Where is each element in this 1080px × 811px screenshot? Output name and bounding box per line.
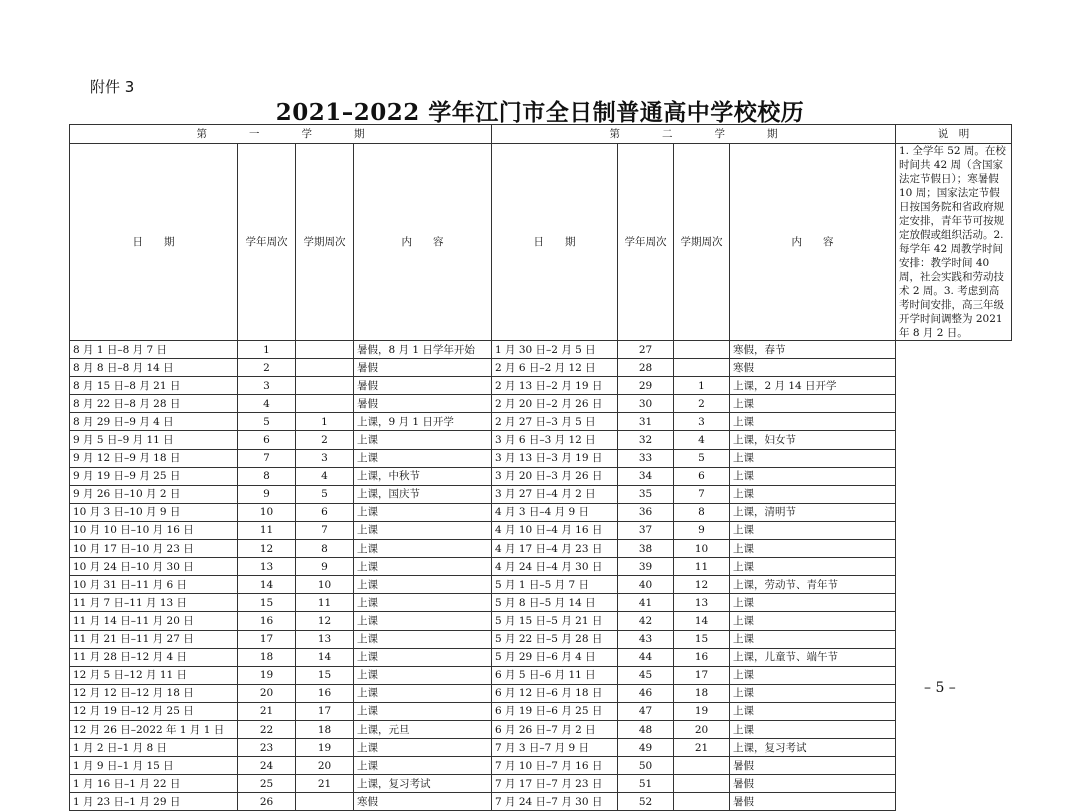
cell-y2: 27 xyxy=(618,341,674,359)
cell-c2: 暑假 xyxy=(730,775,896,793)
cell-t2 xyxy=(674,793,730,811)
cell-y2: 38 xyxy=(618,540,674,558)
cell-t1: 15 xyxy=(296,666,354,684)
cell-c2: 上课 xyxy=(730,521,896,539)
cell-y2: 37 xyxy=(618,521,674,539)
table-row xyxy=(70,720,1012,738)
cell-c1: 暑假 xyxy=(354,359,492,377)
cell-d2: 1 月 30 日–2 月 5 日 xyxy=(492,341,618,359)
table-row xyxy=(70,467,1012,485)
cell-y1: 18 xyxy=(238,648,296,666)
cell-t2 xyxy=(674,775,730,793)
attachment-label: 附件 3 xyxy=(90,78,135,96)
table-row xyxy=(70,775,1012,793)
cell-d1: 11 月 28 日–12 月 4 日 xyxy=(70,648,238,666)
cell-t2: 18 xyxy=(674,684,730,702)
cell-t2 xyxy=(674,757,730,775)
cell-c1: 上课 xyxy=(354,558,492,576)
cell-y2: 40 xyxy=(618,576,674,594)
cell-d2: 4 月 24 日–4 月 30 日 xyxy=(492,558,618,576)
cell-d2: 5 月 22 日–5 月 28 日 xyxy=(492,630,618,648)
cell-y2: 49 xyxy=(618,739,674,757)
cell-t1: 18 xyxy=(296,720,354,738)
semester-2-header: 第 二 学 期 xyxy=(492,125,896,144)
cell-t1: 10 xyxy=(296,576,354,594)
cell-t2: 4 xyxy=(674,431,730,449)
cell-c2: 上课 xyxy=(730,485,896,503)
cell-d1: 9 月 19 日–9 月 25 日 xyxy=(70,467,238,485)
cell-c1: 上课 xyxy=(354,540,492,558)
cell-t2: 15 xyxy=(674,630,730,648)
cell-c2: 暑假 xyxy=(730,757,896,775)
cell-t1 xyxy=(296,395,354,413)
cell-c1: 上课，9 月 1 日开学 xyxy=(354,413,492,431)
cell-y1: 11 xyxy=(238,521,296,539)
cell-c1: 上课 xyxy=(354,739,492,757)
cell-c1: 上课，复习考试 xyxy=(354,775,492,793)
cell-t2: 8 xyxy=(674,503,730,521)
table-row xyxy=(70,341,1012,359)
cell-c2: 上课 xyxy=(730,720,896,738)
table-row xyxy=(70,359,1012,377)
cell-t2: 11 xyxy=(674,558,730,576)
cell-y1: 3 xyxy=(238,377,296,395)
table-row xyxy=(70,521,1012,539)
cell-t2: 7 xyxy=(674,485,730,503)
cell-y1: 12 xyxy=(238,540,296,558)
cell-c1: 暑假，8 月 1 日学年开始 xyxy=(354,341,492,359)
cell-c1: 上课 xyxy=(354,521,492,539)
cell-y2: 50 xyxy=(618,757,674,775)
cell-y1: 13 xyxy=(238,558,296,576)
cell-y2: 46 xyxy=(618,684,674,702)
cell-d2: 6 月 5 日–6 月 11 日 xyxy=(492,666,618,684)
cell-c2: 上课，妇女节 xyxy=(730,431,896,449)
cell-d2: 5 月 8 日–5 月 14 日 xyxy=(492,594,618,612)
cell-c2: 上课 xyxy=(730,467,896,485)
cell-t1: 12 xyxy=(296,612,354,630)
cell-c2: 上课 xyxy=(730,395,896,413)
cell-y1: 24 xyxy=(238,757,296,775)
cell-c2: 上课 xyxy=(730,612,896,630)
cell-y1: 20 xyxy=(238,684,296,702)
cell-t1: 9 xyxy=(296,558,354,576)
cell-t2: 14 xyxy=(674,612,730,630)
cell-y1: 17 xyxy=(238,630,296,648)
cell-t1: 7 xyxy=(296,521,354,539)
cell-c2: 上课，儿童节、端午节 xyxy=(730,648,896,666)
cell-t2: 13 xyxy=(674,594,730,612)
cell-c2: 寒假，春节 xyxy=(730,341,896,359)
school-calendar-table xyxy=(69,124,1012,811)
cell-c2: 上课 xyxy=(730,558,896,576)
cell-d2: 5 月 1 日–5 月 7 日 xyxy=(492,576,618,594)
table-row xyxy=(70,576,1012,594)
table-row xyxy=(70,612,1012,630)
col-year-week-2: 学年周次 xyxy=(618,144,674,341)
cell-d2: 5 月 29 日–6 月 4 日 xyxy=(492,648,618,666)
cell-t1: 11 xyxy=(296,594,354,612)
cell-y2: 32 xyxy=(618,431,674,449)
calendar-rows xyxy=(70,341,1012,811)
col-content-2: 内 容 xyxy=(730,144,896,341)
cell-d1: 1 月 16 日–1 月 22 日 xyxy=(70,775,238,793)
cell-c1: 上课，元旦 xyxy=(354,720,492,738)
table-row xyxy=(70,540,1012,558)
cell-c1: 上课 xyxy=(354,612,492,630)
cell-c2: 上课 xyxy=(730,684,896,702)
cell-c1: 上课 xyxy=(354,684,492,702)
cell-y2: 35 xyxy=(618,485,674,503)
cell-y1: 8 xyxy=(238,467,296,485)
cell-d2: 3 月 6 日–3 月 12 日 xyxy=(492,431,618,449)
cell-t2: 9 xyxy=(674,521,730,539)
cell-t1: 13 xyxy=(296,630,354,648)
cell-c2: 上课 xyxy=(730,540,896,558)
cell-t1: 20 xyxy=(296,757,354,775)
cell-y2: 41 xyxy=(618,594,674,612)
cell-d2: 3 月 20 日–3 月 26 日 xyxy=(492,467,618,485)
cell-y2: 52 xyxy=(618,793,674,811)
cell-c1: 上课 xyxy=(354,431,492,449)
cell-d1: 12 月 12 日–12 月 18 日 xyxy=(70,684,238,702)
col-term-week-1: 学期周次 xyxy=(296,144,354,341)
cell-t1: 17 xyxy=(296,702,354,720)
cell-t2: 19 xyxy=(674,702,730,720)
cell-d1: 9 月 5 日–9 月 11 日 xyxy=(70,431,238,449)
cell-c1: 上课 xyxy=(354,666,492,684)
cell-y1: 16 xyxy=(238,612,296,630)
table-row xyxy=(70,503,1012,521)
cell-y2: 28 xyxy=(618,359,674,377)
cell-d1: 8 月 15 日–8 月 21 日 xyxy=(70,377,238,395)
cell-t2: 20 xyxy=(674,720,730,738)
cell-c1: 上课 xyxy=(354,503,492,521)
cell-d1: 10 月 24 日–10 月 30 日 xyxy=(70,558,238,576)
table-row xyxy=(70,377,1012,395)
cell-y2: 51 xyxy=(618,775,674,793)
cell-d1: 10 月 10 日–10 月 16 日 xyxy=(70,521,238,539)
cell-d1: 8 月 29 日–9 月 4 日 xyxy=(70,413,238,431)
cell-t2 xyxy=(674,341,730,359)
cell-d2: 7 月 17 日–7 月 23 日 xyxy=(492,775,618,793)
cell-d1: 10 月 3 日–10 月 9 日 xyxy=(70,503,238,521)
cell-t1: 5 xyxy=(296,485,354,503)
table-row xyxy=(70,793,1012,811)
cell-d2: 6 月 12 日–6 月 18 日 xyxy=(492,684,618,702)
notes-cell: 1. 全学年 52 周。在校时间共 42 周（含国家法定节假日）；寒暑假 10 周；国家法定节假日按国务院和省政府规定安排，青年节可按规定放假或组织活动。2. 每学年 42 周教学时间安排：教学时间 40 周，社会实践和劳动技术 2 周。3. 考虑到高考时间安排，高三年级开学时间调整为 2021 年 8 月 2 日。 xyxy=(896,144,1012,341)
cell-t2: 21 xyxy=(674,739,730,757)
cell-y1: 23 xyxy=(238,739,296,757)
cell-d1: 8 月 1 日–8 月 7 日 xyxy=(70,341,238,359)
cell-c1: 暑假 xyxy=(354,377,492,395)
cell-d2: 5 月 15 日–5 月 21 日 xyxy=(492,612,618,630)
cell-y1: 26 xyxy=(238,793,296,811)
cell-d2: 2 月 6 日–2 月 12 日 xyxy=(492,359,618,377)
cell-t1: 21 xyxy=(296,775,354,793)
cell-t1: 6 xyxy=(296,503,354,521)
cell-d2: 4 月 17 日–4 月 23 日 xyxy=(492,540,618,558)
cell-c2: 上课，复习考试 xyxy=(730,739,896,757)
cell-d2: 4 月 10 日–4 月 16 日 xyxy=(492,521,618,539)
col-date-1: 日 期 xyxy=(70,144,238,341)
cell-y1: 2 xyxy=(238,359,296,377)
cell-y2: 29 xyxy=(618,377,674,395)
cell-t1: 14 xyxy=(296,648,354,666)
cell-t2: 2 xyxy=(674,395,730,413)
cell-c2: 暑假 xyxy=(730,793,896,811)
cell-t2: 16 xyxy=(674,648,730,666)
cell-d1: 11 月 21 日–11 月 27 日 xyxy=(70,630,238,648)
cell-c2: 上课 xyxy=(730,666,896,684)
col-content-1: 内 容 xyxy=(354,144,492,341)
cell-t1: 4 xyxy=(296,467,354,485)
cell-y2: 36 xyxy=(618,503,674,521)
cell-c2: 上课，2 月 14 日开学 xyxy=(730,377,896,395)
cell-c1: 上课，国庆节 xyxy=(354,485,492,503)
cell-y2: 30 xyxy=(618,395,674,413)
cell-y2: 39 xyxy=(618,558,674,576)
cell-t2: 6 xyxy=(674,467,730,485)
cell-c1: 寒假 xyxy=(354,793,492,811)
cell-d1: 12 月 26 日–2022 年 1 月 1 日 xyxy=(70,720,238,738)
cell-d2: 7 月 3 日–7 月 9 日 xyxy=(492,739,618,757)
cell-c2: 上课 xyxy=(730,413,896,431)
cell-y2: 31 xyxy=(618,413,674,431)
cell-t2 xyxy=(674,359,730,377)
cell-y2: 48 xyxy=(618,720,674,738)
cell-c1: 上课 xyxy=(354,757,492,775)
cell-c1: 上课 xyxy=(354,702,492,720)
cell-c1: 上课 xyxy=(354,449,492,467)
cell-y2: 44 xyxy=(618,648,674,666)
cell-d2: 6 月 19 日–6 月 25 日 xyxy=(492,702,618,720)
cell-c1: 上课 xyxy=(354,648,492,666)
cell-t2: 17 xyxy=(674,666,730,684)
cell-d2: 4 月 3 日–4 月 9 日 xyxy=(492,503,618,521)
cell-t2: 1 xyxy=(674,377,730,395)
table-row xyxy=(70,431,1012,449)
cell-d2: 2 月 27 日–3 月 5 日 xyxy=(492,413,618,431)
cell-y1: 25 xyxy=(238,775,296,793)
cell-d1: 12 月 19 日–12 月 25 日 xyxy=(70,702,238,720)
cell-c1: 上课 xyxy=(354,576,492,594)
cell-y1: 4 xyxy=(238,395,296,413)
table-row xyxy=(70,630,1012,648)
cell-t1: 16 xyxy=(296,684,354,702)
cell-d1: 11 月 7 日–11 月 13 日 xyxy=(70,594,238,612)
col-year-week-1: 学年周次 xyxy=(238,144,296,341)
cell-d1: 10 月 17 日–10 月 23 日 xyxy=(70,540,238,558)
cell-y1: 15 xyxy=(238,594,296,612)
cell-c2: 上课，劳动节、青年节 xyxy=(730,576,896,594)
table-row xyxy=(70,739,1012,757)
cell-d1: 10 月 31 日–11 月 6 日 xyxy=(70,576,238,594)
cell-c1: 上课 xyxy=(354,630,492,648)
cell-t2: 5 xyxy=(674,449,730,467)
cell-t1: 19 xyxy=(296,739,354,757)
cell-y1: 5 xyxy=(238,413,296,431)
table-row xyxy=(70,449,1012,467)
col-term-week-2: 学期周次 xyxy=(674,144,730,341)
cell-d1: 9 月 26 日–10 月 2 日 xyxy=(70,485,238,503)
cell-y1: 22 xyxy=(238,720,296,738)
cell-d2: 7 月 10 日–7 月 16 日 xyxy=(492,757,618,775)
table-row xyxy=(70,757,1012,775)
cell-d2: 6 月 26 日–7 月 2 日 xyxy=(492,720,618,738)
cell-t1: 3 xyxy=(296,449,354,467)
table-row xyxy=(70,702,1012,720)
cell-t1: 1 xyxy=(296,413,354,431)
cell-d1: 12 月 5 日–12 月 11 日 xyxy=(70,666,238,684)
cell-t1 xyxy=(296,359,354,377)
page-number: – 5 – xyxy=(924,680,956,696)
page-title: 2021–2022 学年江门市全日制普通高中学校校历 xyxy=(275,99,805,126)
cell-d1: 1 月 9 日–1 月 15 日 xyxy=(70,757,238,775)
table-row xyxy=(70,395,1012,413)
cell-y2: 43 xyxy=(618,630,674,648)
table-row xyxy=(70,594,1012,612)
cell-c1: 暑假 xyxy=(354,395,492,413)
cell-t2: 10 xyxy=(674,540,730,558)
cell-y1: 21 xyxy=(238,702,296,720)
cell-d1: 11 月 14 日–11 月 20 日 xyxy=(70,612,238,630)
cell-y1: 10 xyxy=(238,503,296,521)
cell-y1: 9 xyxy=(238,485,296,503)
cell-t1 xyxy=(296,377,354,395)
cell-c2: 上课 xyxy=(730,449,896,467)
table-row xyxy=(70,684,1012,702)
cell-t2: 12 xyxy=(674,576,730,594)
cell-y2: 34 xyxy=(618,467,674,485)
semester-1-header: 第 一 学 期 xyxy=(70,125,492,144)
cell-d2: 3 月 27 日–4 月 2 日 xyxy=(492,485,618,503)
table-row xyxy=(70,485,1012,503)
cell-y1: 19 xyxy=(238,666,296,684)
cell-c2: 上课 xyxy=(730,702,896,720)
cell-d2: 7 月 24 日–7 月 30 日 xyxy=(492,793,618,811)
cell-y2: 33 xyxy=(618,449,674,467)
cell-t1 xyxy=(296,341,354,359)
cell-y1: 7 xyxy=(238,449,296,467)
cell-y1: 1 xyxy=(238,341,296,359)
cell-d2: 3 月 13 日–3 月 19 日 xyxy=(492,449,618,467)
table-row xyxy=(70,666,1012,684)
cell-c2: 上课，清明节 xyxy=(730,503,896,521)
table-row xyxy=(70,648,1012,666)
cell-d1: 8 月 22 日–8 月 28 日 xyxy=(70,395,238,413)
col-date-2: 日 期 xyxy=(492,144,618,341)
table-row xyxy=(70,413,1012,431)
cell-t2: 3 xyxy=(674,413,730,431)
cell-d1: 1 月 23 日–1 月 29 日 xyxy=(70,793,238,811)
cell-y2: 45 xyxy=(618,666,674,684)
notes-header: 说 明 xyxy=(896,125,1012,144)
table-row xyxy=(70,558,1012,576)
cell-d2: 2 月 20 日–2 月 26 日 xyxy=(492,395,618,413)
cell-d1: 8 月 8 日–8 月 14 日 xyxy=(70,359,238,377)
cell-c1: 上课 xyxy=(354,594,492,612)
cell-d1: 9 月 12 日–9 月 18 日 xyxy=(70,449,238,467)
cell-t1 xyxy=(296,793,354,811)
cell-y2: 47 xyxy=(618,702,674,720)
cell-y1: 14 xyxy=(238,576,296,594)
cell-c2: 上课 xyxy=(730,630,896,648)
cell-c1: 上课，中秋节 xyxy=(354,467,492,485)
cell-d1: 1 月 2 日–1 月 8 日 xyxy=(70,739,238,757)
cell-t1: 8 xyxy=(296,540,354,558)
cell-d2: 2 月 13 日–2 月 19 日 xyxy=(492,377,618,395)
cell-c2: 寒假 xyxy=(730,359,896,377)
cell-y2: 42 xyxy=(618,612,674,630)
cell-y1: 6 xyxy=(238,431,296,449)
cell-c2: 上课 xyxy=(730,594,896,612)
cell-t1: 2 xyxy=(296,431,354,449)
